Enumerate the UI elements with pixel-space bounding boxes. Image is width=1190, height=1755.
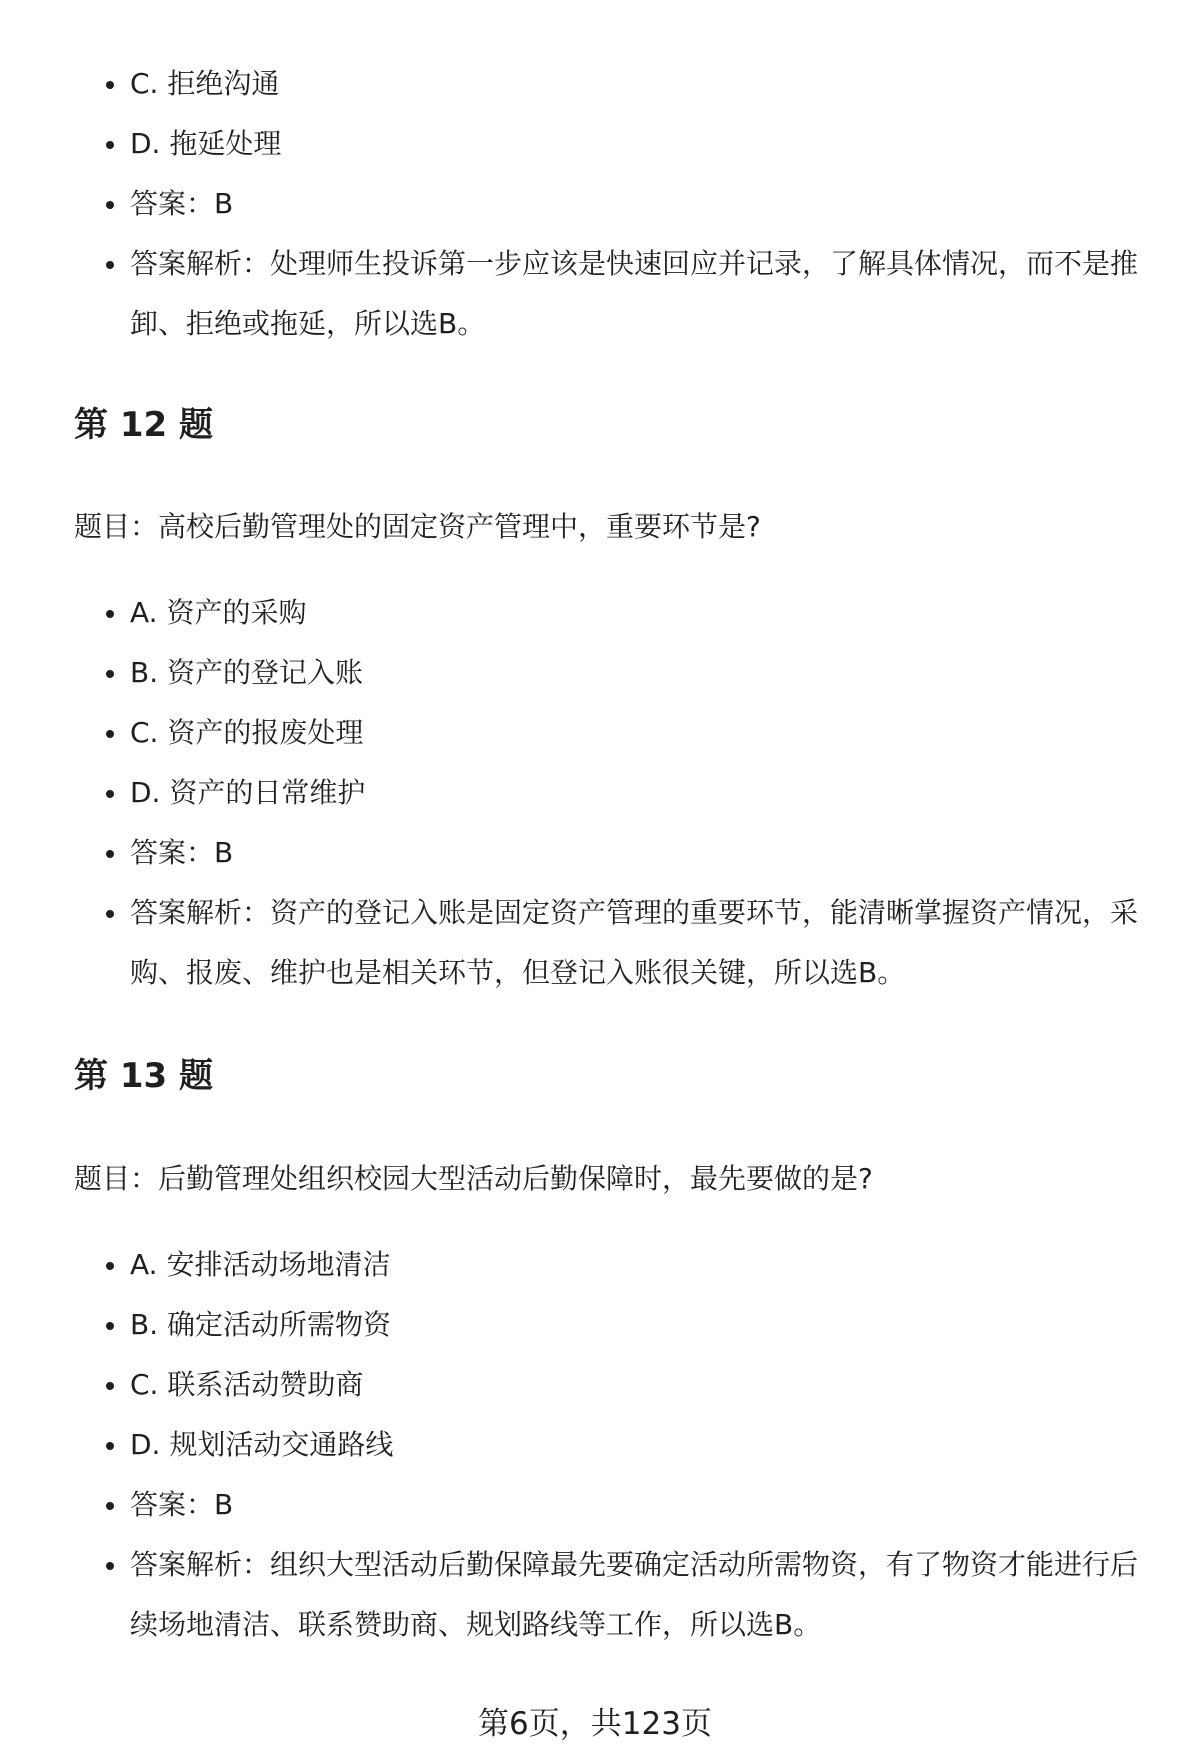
option-c: C. 联系活动赞助商 bbox=[0, 1355, 1190, 1415]
question-12-heading: 第 12 题 bbox=[74, 405, 213, 445]
option-a: A. 资产的采购 bbox=[0, 583, 1190, 643]
option-c: C. 拒绝沟通 bbox=[0, 54, 1190, 114]
option-a: A. 安排活动场地清洁 bbox=[0, 1235, 1190, 1295]
answer: 答案：B bbox=[0, 1475, 1190, 1535]
option-c: C. 资产的报废处理 bbox=[0, 703, 1190, 763]
question-12-list bbox=[0, 583, 1190, 1003]
answer: 答案：B bbox=[0, 174, 1190, 234]
question-13-heading: 第 13 题 bbox=[74, 1056, 213, 1096]
option-b: B. 确定活动所需物资 bbox=[0, 1295, 1190, 1355]
question-12-text: 题目：高校后勤管理处的固定资产管理中，重要环节是? bbox=[74, 510, 761, 543]
option-d: D. 资产的日常维护 bbox=[0, 763, 1190, 823]
prev-question-list bbox=[0, 54, 1190, 354]
option-b: B. 资产的登记入账 bbox=[0, 643, 1190, 703]
answer-explanation: 答案解析：资产的登记入账是固定资产管理的重要环节，能清晰掌握资产情况，采购、报废、维护也是相关环节，但登记入账很关键，所以选B。 bbox=[0, 883, 1190, 1003]
answer: 答案：B bbox=[0, 823, 1190, 883]
page-number: 第6页，共123页 bbox=[478, 1706, 712, 1742]
question-13-text: 题目：后勤管理处组织校园大型活动后勤保障时，最先要做的是? bbox=[74, 1162, 873, 1195]
option-d: D. 规划活动交通路线 bbox=[0, 1415, 1190, 1475]
question-13-list bbox=[0, 1235, 1190, 1655]
option-d: D. 拖延处理 bbox=[0, 114, 1190, 174]
answer-explanation: 答案解析：组织大型活动后勤保障最先要确定活动所需物资，有了物资才能进行后续场地清洁、联系赞助商、规划路线等工作，所以选B。 bbox=[0, 1535, 1190, 1655]
answer-explanation: 答案解析：处理师生投诉第一步应该是快速回应并记录，了解具体情况，而不是推卸、拒绝或拖延，所以选B。 bbox=[0, 234, 1190, 354]
